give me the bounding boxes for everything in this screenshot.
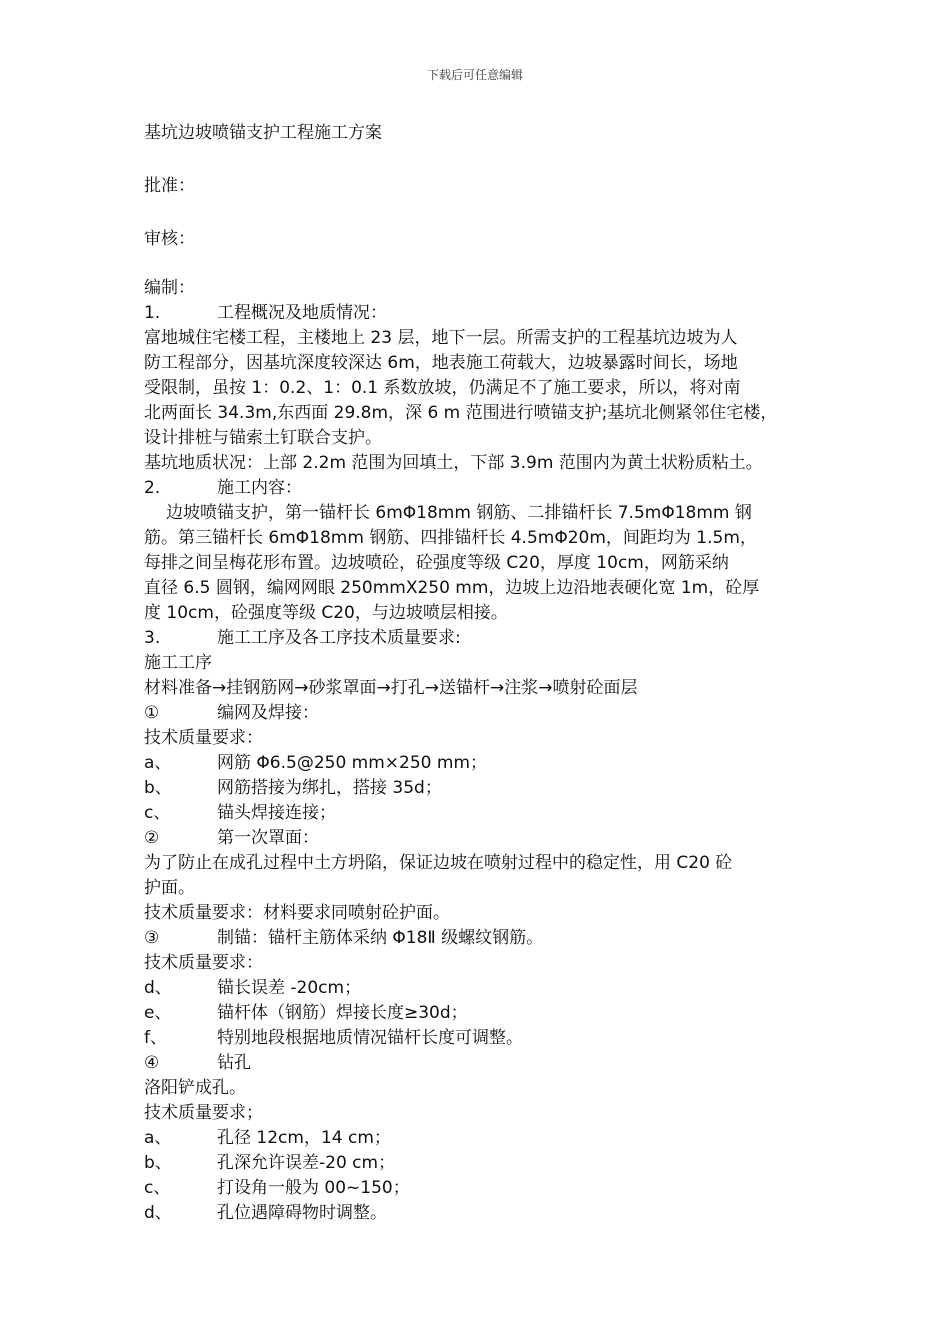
section-number: 3. xyxy=(144,628,161,648)
paragraph-line: 北两面长 34.3m,东西面 29.8m，深 6 m 范围进行喷锚支护;基坑北侧紧邻住宅楼， xyxy=(144,403,778,423)
list-item xyxy=(144,1201,819,1226)
list-item-text: 孔位遇障碍物时调整。 xyxy=(217,1203,387,1223)
paragraph-line: 度 10cm，砼强度等级 C20，与边坡喷层相接。 xyxy=(144,603,508,623)
list-item-text: 特别地段根据地质情况锚杆长度可调整。 xyxy=(217,1028,523,1048)
requirements-label: 技术质量要求： xyxy=(144,728,263,748)
list-item-text: 网筋搭接为绑扎，搭接 35d； xyxy=(217,778,442,798)
list-item xyxy=(144,801,819,826)
page-header: 下载后可任意编辑 xyxy=(426,68,523,82)
list-item xyxy=(144,776,819,801)
paragraph-line: 受限制，虽按 1：0.2、1：0.1 系数放坡，仍满足不了施工要求，所以，将对南 xyxy=(144,378,741,398)
section-2-heading xyxy=(144,476,819,501)
paragraph-line: 筋。第三锚杆长 6mΦ18mm 钢筋、四排锚杆长 4.5mΦ20m，间距均为 1.5m， xyxy=(144,528,757,548)
list-item-label: e、 xyxy=(144,1003,172,1023)
step-number: ② xyxy=(144,828,160,848)
list-item-label: b、 xyxy=(144,1153,172,1173)
section-1-heading xyxy=(144,301,819,326)
list-item-text: 孔深允许误差-20 cm； xyxy=(217,1153,396,1173)
list-item-text: 打设角一般为 00~150； xyxy=(217,1178,410,1198)
paragraph-line: 护面。 xyxy=(144,878,195,898)
step-title: 制锚：锚杆主筋体采纳 Φ18Ⅱ 级螺纹钢筋。 xyxy=(217,928,544,948)
section-title: 工程概况及地质情况： xyxy=(217,303,387,323)
list-item xyxy=(144,1176,819,1201)
step-3-heading xyxy=(144,926,819,951)
list-item xyxy=(144,1001,819,1026)
section-3-heading xyxy=(144,626,819,651)
list-item-text: 锚杆体（钢筋）焊接长度≥30d； xyxy=(217,1003,468,1023)
paragraph-line: 洛阳铲成孔。 xyxy=(144,1078,246,1098)
list-item-label: c、 xyxy=(144,1178,171,1198)
list-item-text: 孔径 12cm，14 cm； xyxy=(217,1128,391,1148)
paragraph-line: 直径 6.5 圆钢，编网网眼 250mmⅩ250 mm，边坡上边沿地表硬化宽 1m，砼厚 xyxy=(144,578,760,598)
paragraph-line: 设计排桩与锚索土钉联合支护。 xyxy=(144,428,382,448)
list-item-label: f、 xyxy=(144,1028,167,1048)
section-number: 1. xyxy=(144,303,161,323)
requirements-label: 技术质量要求： xyxy=(144,953,263,973)
list-item-text: 锚长误差 -20cm； xyxy=(217,978,362,998)
approve-field: 批准： xyxy=(144,176,195,196)
procedure-label: 施工工序 xyxy=(144,653,212,673)
list-item-label: c、 xyxy=(144,803,171,823)
list-item-text: 网筋 Φ6.5@250 mm×250 mm； xyxy=(217,753,488,773)
list-item xyxy=(144,751,819,776)
list-item xyxy=(144,976,819,1001)
section-title: 施工内容： xyxy=(217,478,302,498)
step-title: 第一次罩面： xyxy=(217,828,319,848)
step-title: 编网及焊接： xyxy=(217,703,319,723)
list-item-label: b、 xyxy=(144,778,172,798)
step-number: ③ xyxy=(144,928,160,948)
document-body xyxy=(144,121,819,1226)
requirements-label: 技术质量要求； xyxy=(144,1103,263,1123)
list-item-label: d、 xyxy=(144,978,172,998)
requirements-line: 技术质量要求：材料要求同喷射砼护面。 xyxy=(144,903,450,923)
list-item xyxy=(144,1026,819,1051)
paragraph-line: 基坑地质状况：上部 2.2m 范围为回填土，下部 3.9m 范围内为黄土状粉质粘土。 xyxy=(144,453,763,473)
step-1-heading xyxy=(144,701,819,726)
list-item-label: d、 xyxy=(144,1203,172,1223)
list-item xyxy=(144,1151,819,1176)
step-2-heading xyxy=(144,826,819,851)
step-number: ④ xyxy=(144,1053,160,1073)
paragraph-line: 每排之间呈梅花形布置。边坡喷砼，砼强度等级 C20，厚度 10cm，网筋采纳 xyxy=(144,553,729,573)
paragraph-line: 为了防止在成孔过程中土方坍陷，保证边坡在喷射过程中的稳定性，用 C20 砼 xyxy=(144,853,733,873)
list-item-label: a、 xyxy=(144,1128,172,1148)
step-4-heading xyxy=(144,1051,819,1076)
paragraph-line: 富地城住宅楼工程，主楼地上 23 层，地下一层。所需支护的工程基坑边坡为人 xyxy=(144,328,738,348)
section-number: 2. xyxy=(144,478,161,498)
list-item-text: 锚头焊接连接； xyxy=(217,803,336,823)
paragraph-line: 边坡喷锚支护，第一锚杆长 6mΦ18mm 钢筋、二排锚杆长 7.5mΦ18mm 钢 xyxy=(166,503,752,523)
compile-field: 编制： xyxy=(144,278,195,298)
list-item xyxy=(144,1126,819,1151)
section-title: 施工工序及各工序技术质量要求: xyxy=(217,628,461,648)
review-field: 审核： xyxy=(144,229,195,249)
list-item-label: a、 xyxy=(144,753,172,773)
paragraph-line: 防工程部分，因基坑深度较深达 6m，地表施工荷载大，边坡暴露时间长，场地 xyxy=(144,353,738,373)
procedure-flow: 材料准备→挂钢筋网→砂浆罩面→打孔→送锚杆→注浆→喷射砼面层 xyxy=(144,678,638,698)
step-title: 钻孔 xyxy=(217,1053,251,1073)
document-title: 基坑边坡喷锚支护工程施工方案 xyxy=(144,123,382,143)
step-number: ① xyxy=(144,703,160,723)
